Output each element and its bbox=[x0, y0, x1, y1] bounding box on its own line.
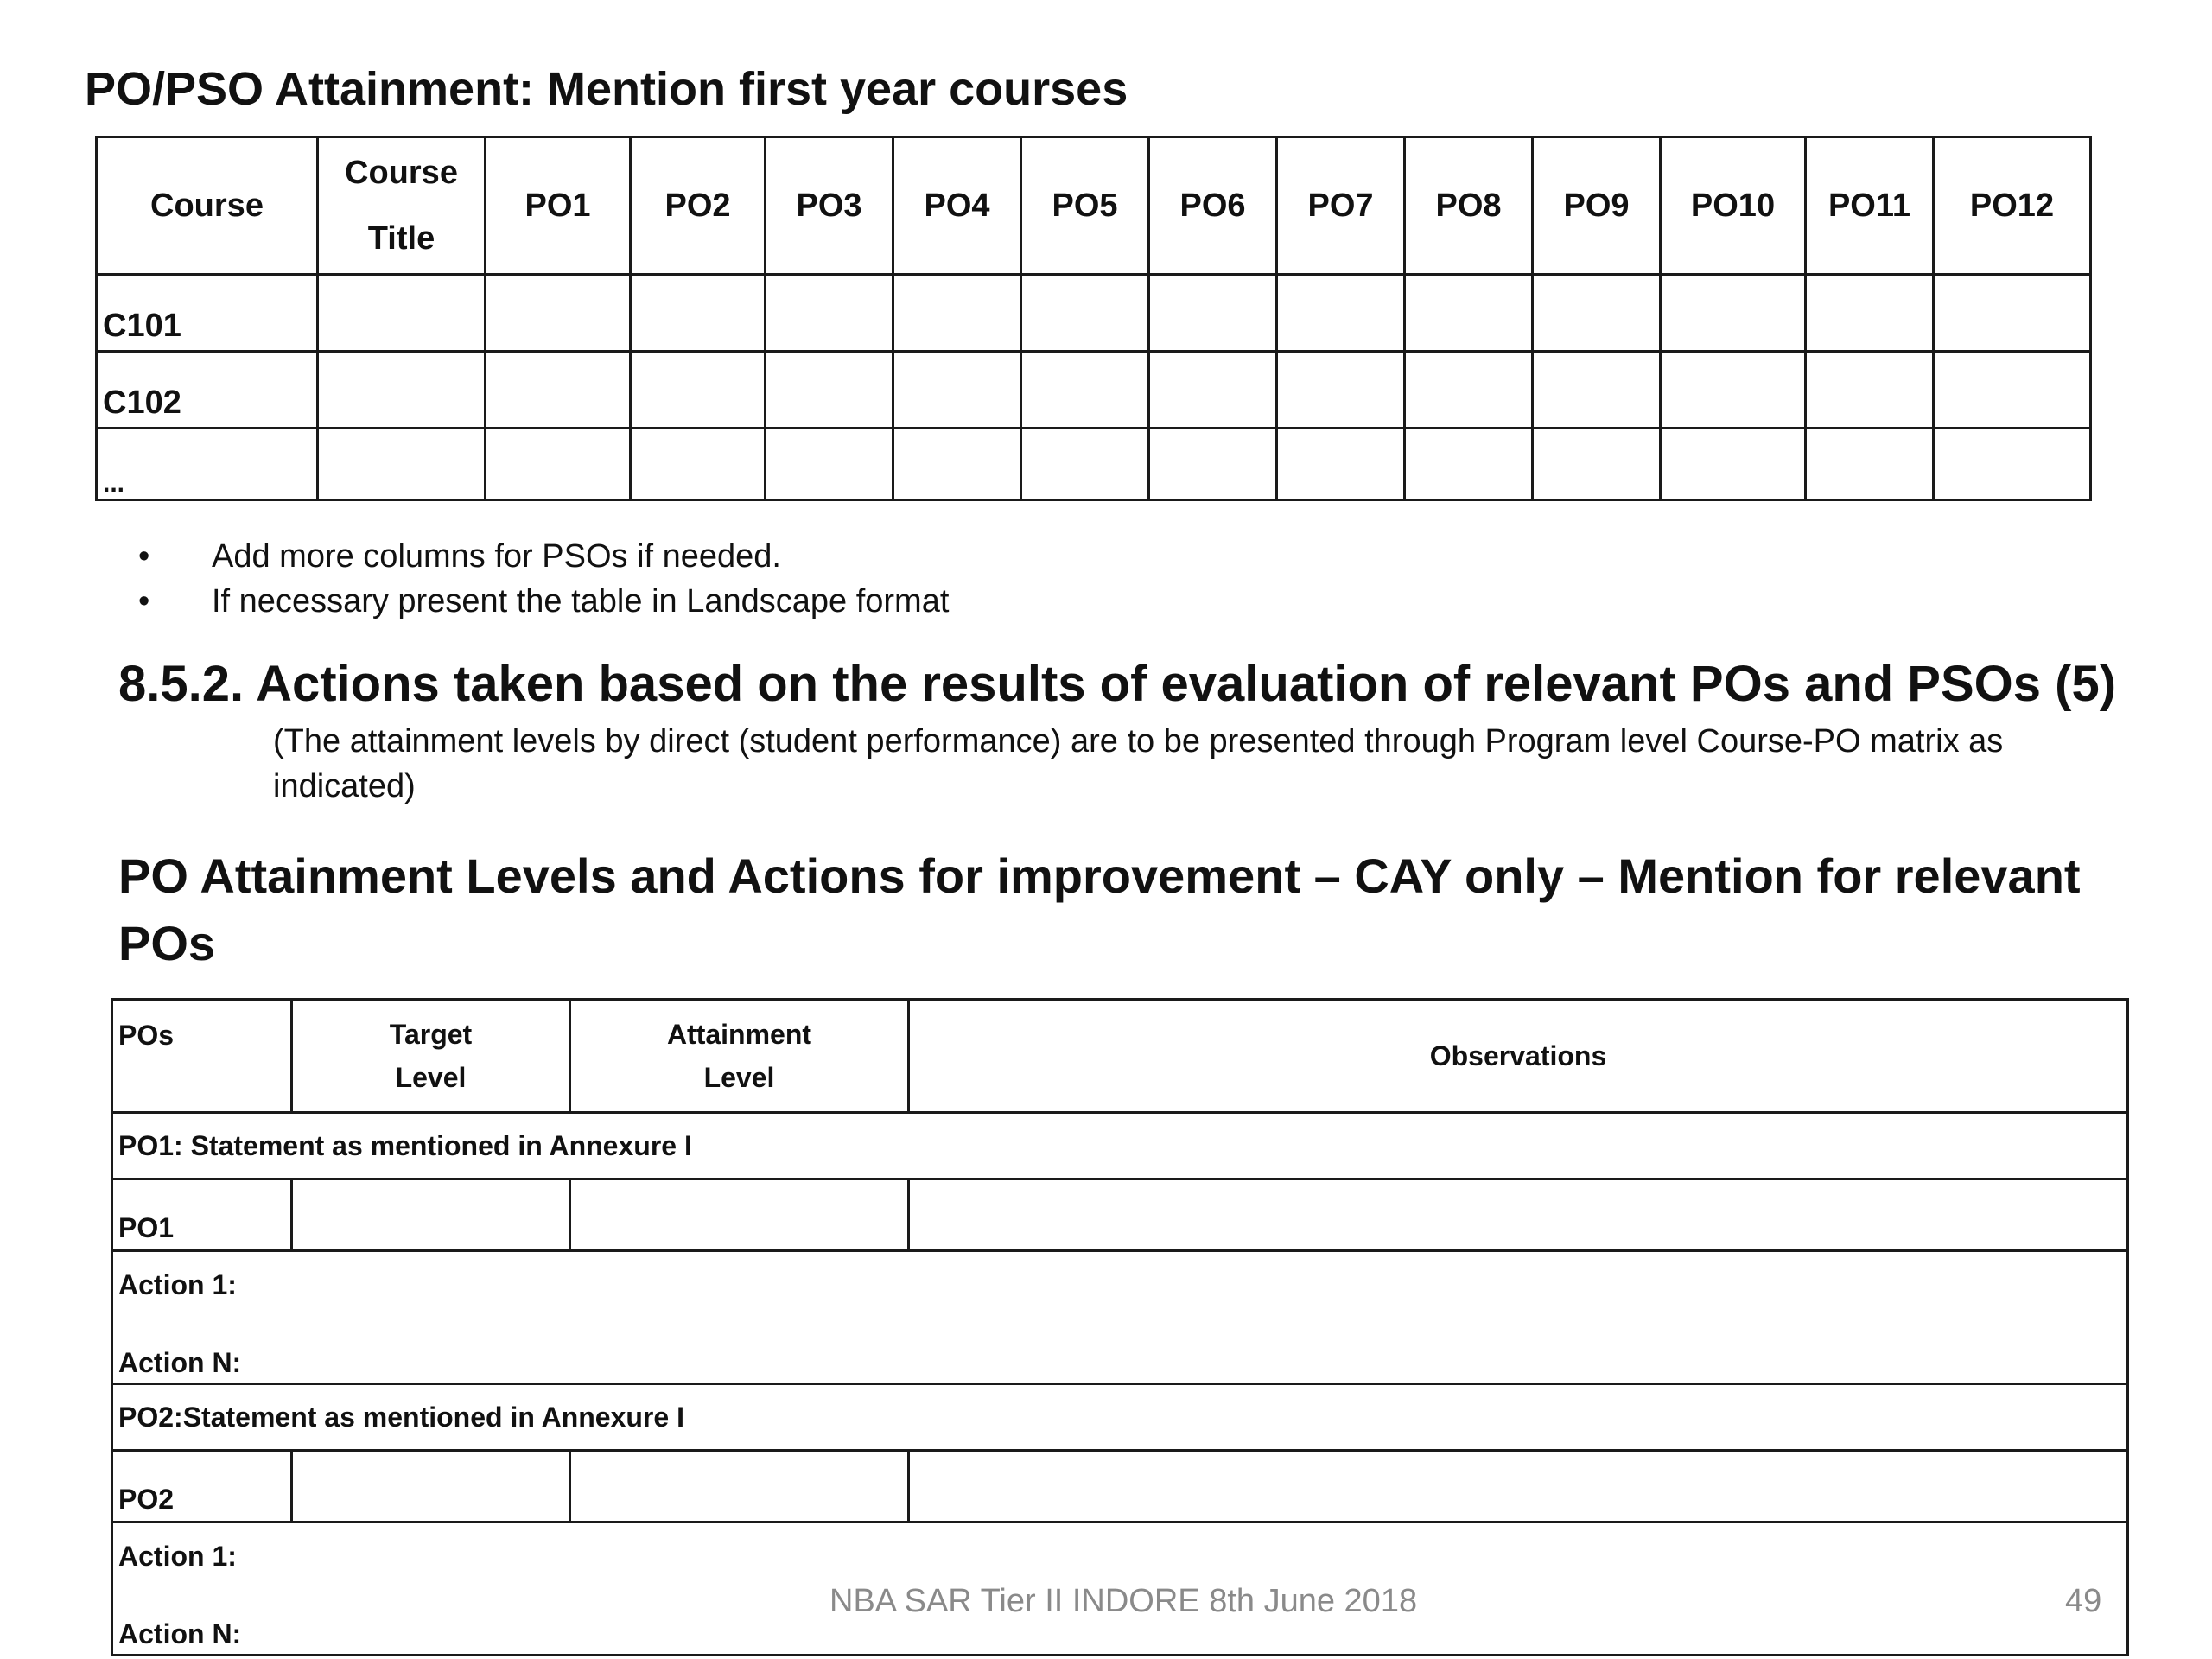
table-cell bbox=[893, 275, 1021, 352]
table-cell bbox=[631, 275, 766, 352]
bullet-icon: • bbox=[138, 538, 150, 575]
col-header-pos: POs bbox=[112, 1000, 292, 1113]
observations-cell bbox=[909, 1451, 2128, 1522]
table-cell bbox=[1405, 352, 1533, 429]
attainment-line1: Attainment bbox=[666, 1019, 812, 1050]
col-header-course: Course bbox=[97, 137, 318, 275]
course-title-line2: Title bbox=[367, 220, 435, 257]
actions-cell bbox=[112, 1251, 2128, 1384]
table-cell bbox=[1021, 352, 1149, 429]
po-statement-row: PO2:Statement as mentioned in Annexure I bbox=[112, 1384, 2128, 1451]
table-cell bbox=[631, 429, 766, 500]
list-item-text: If necessary present the table in Landscape format bbox=[212, 583, 950, 620]
list-item-text: Add more columns for PSOs if needed. bbox=[212, 538, 781, 575]
po-label-cell: PO2 bbox=[112, 1451, 292, 1522]
table-cell bbox=[1149, 429, 1277, 500]
table-cell bbox=[318, 352, 486, 429]
table-cell bbox=[486, 352, 631, 429]
table-row bbox=[97, 275, 2091, 352]
table-row bbox=[112, 1179, 2128, 1251]
course-code-cell: ... bbox=[97, 429, 318, 500]
target-line1: Target bbox=[389, 1019, 473, 1050]
table-cell bbox=[318, 429, 486, 500]
col-header-target-level bbox=[292, 1000, 570, 1113]
table-row bbox=[97, 429, 2091, 500]
po-label-cell: PO1 bbox=[112, 1179, 292, 1251]
col-header-po5: PO5 bbox=[1021, 137, 1149, 275]
table-cell bbox=[1806, 352, 1934, 429]
col-header-po1: PO1 bbox=[486, 137, 631, 275]
table-cell bbox=[893, 352, 1021, 429]
table-cell bbox=[1806, 275, 1934, 352]
table-row bbox=[112, 1384, 2128, 1451]
table-cell bbox=[1661, 275, 1806, 352]
col-header-po10: PO10 bbox=[1661, 137, 1806, 275]
table-cell bbox=[318, 275, 486, 352]
col-header-attainment-level bbox=[570, 1000, 909, 1113]
observations-cell bbox=[909, 1179, 2128, 1251]
table-cell bbox=[1934, 352, 2091, 429]
section-heading: 8.5.2. Actions taken based on the results of evaluation of relevant POs and PSOs (5) bbox=[118, 656, 2117, 712]
table-cell bbox=[486, 429, 631, 500]
target-level-cell bbox=[292, 1179, 570, 1251]
po-statement-row: PO1: Statement as mentioned in Annexure I bbox=[112, 1113, 2128, 1179]
col-header-po9: PO9 bbox=[1533, 137, 1661, 275]
table-cell bbox=[1277, 275, 1405, 352]
col-header-po11: PO11 bbox=[1806, 137, 1934, 275]
course-title-line1: Course bbox=[345, 155, 458, 191]
po-pso-attainment-table bbox=[95, 136, 2092, 501]
list-item bbox=[138, 534, 949, 579]
target-line2: Level bbox=[395, 1062, 467, 1093]
table-header-row bbox=[97, 137, 2091, 275]
table-row bbox=[112, 1113, 2128, 1179]
col-header-po3: PO3 bbox=[766, 137, 893, 275]
col-header-observations: Observations bbox=[909, 1000, 2128, 1113]
table-cell bbox=[1934, 429, 2091, 500]
course-code-cell: C101 bbox=[97, 275, 318, 352]
table-cell bbox=[893, 429, 1021, 500]
table-cell bbox=[1277, 352, 1405, 429]
table-cell bbox=[1934, 275, 2091, 352]
action-last-label: Action N: bbox=[118, 1347, 242, 1378]
list-item bbox=[138, 579, 949, 624]
attainment-level-cell bbox=[570, 1451, 909, 1522]
page-heading: PO/PSO Attainment: Mention first year courses bbox=[85, 63, 1128, 115]
table-cell bbox=[486, 275, 631, 352]
page-number: 49 bbox=[2065, 1583, 2102, 1619]
table-cell bbox=[1661, 352, 1806, 429]
table-cell bbox=[631, 352, 766, 429]
action-first-label: Action 1: bbox=[118, 1541, 237, 1572]
section-note: (The attainment levels by direct (student performance) are to be presented through Program level Course-PO matrix as indicated) bbox=[273, 723, 2004, 804]
col-header-po2: PO2 bbox=[631, 137, 766, 275]
col-header-po4: PO4 bbox=[893, 137, 1021, 275]
action-last-label: Action N: bbox=[118, 1618, 242, 1649]
bullet-icon: • bbox=[138, 583, 150, 620]
table-cell bbox=[766, 275, 893, 352]
table-row bbox=[97, 352, 2091, 429]
attainment-line2: Level bbox=[703, 1062, 775, 1093]
col-header-po8: PO8 bbox=[1405, 137, 1533, 275]
table-cell bbox=[1149, 275, 1277, 352]
action-first-label: Action 1: bbox=[118, 1269, 237, 1300]
table-row bbox=[112, 1451, 2128, 1522]
slide-footer: NBA SAR Tier II INDORE 8th June 2018 bbox=[830, 1583, 1418, 1619]
table-cell bbox=[1405, 275, 1533, 352]
attainment-level-cell bbox=[570, 1179, 909, 1251]
col-header-po6: PO6 bbox=[1149, 137, 1277, 275]
target-level-cell bbox=[292, 1451, 570, 1522]
course-code-cell: C102 bbox=[97, 352, 318, 429]
table-cell bbox=[766, 352, 893, 429]
table-cell bbox=[1021, 429, 1149, 500]
table-cell bbox=[1405, 429, 1533, 500]
subsection-heading: PO Attainment Levels and Actions for improvement – CAY only – Mention for relevant POs bbox=[118, 849, 2081, 970]
table-header-row bbox=[112, 1000, 2128, 1113]
table-cell bbox=[1661, 429, 1806, 500]
table-cell bbox=[766, 429, 893, 500]
notes-list bbox=[138, 534, 949, 624]
table-cell bbox=[1277, 429, 1405, 500]
po-attainment-actions-table bbox=[111, 998, 2129, 1656]
table-cell bbox=[1806, 429, 1934, 500]
table-cell bbox=[1533, 429, 1661, 500]
table-cell bbox=[1021, 275, 1149, 352]
table-cell bbox=[1533, 275, 1661, 352]
col-header-course-title bbox=[318, 137, 486, 275]
table-cell bbox=[1533, 352, 1661, 429]
col-header-po7: PO7 bbox=[1277, 137, 1405, 275]
col-header-po12: PO12 bbox=[1934, 137, 2091, 275]
table-row bbox=[112, 1251, 2128, 1384]
table-cell bbox=[1149, 352, 1277, 429]
